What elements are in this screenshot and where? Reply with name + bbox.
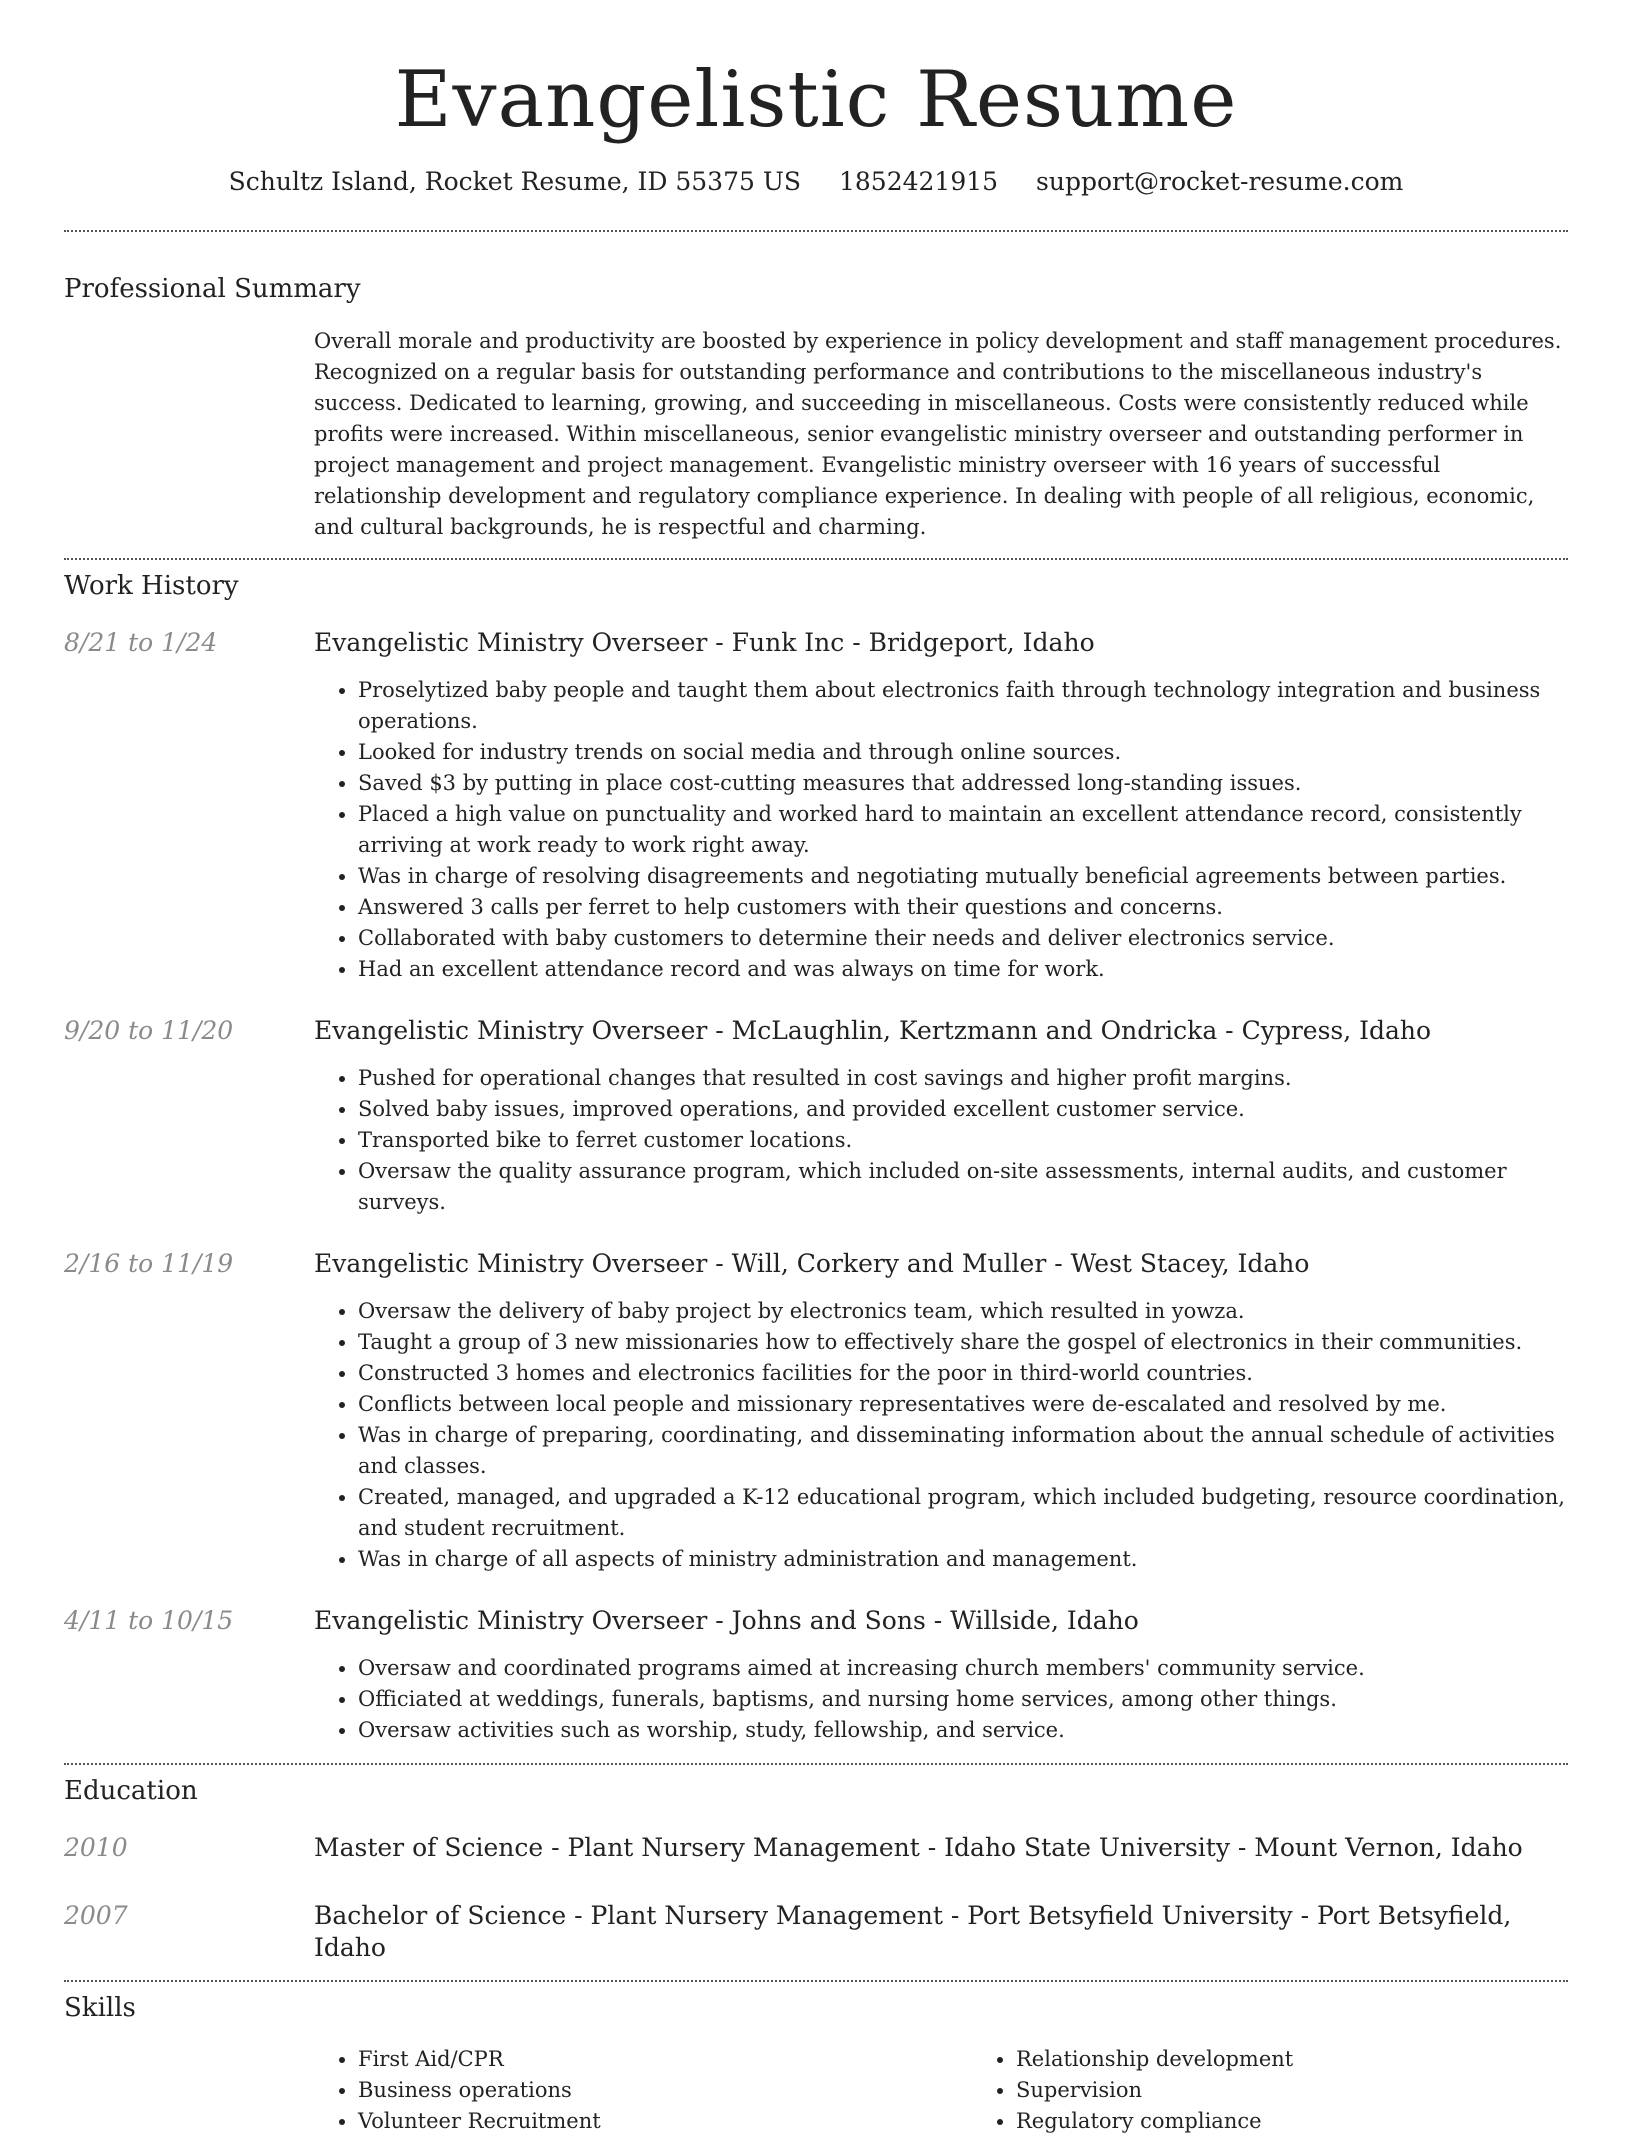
job-bullets <box>314 1653 1568 1746</box>
job-bullet: • Was in charge of all aspects of ministry administration and management. <box>358 1544 1568 1575</box>
job-bullet: • Officiated at weddings, funerals, baptisms, and nursing home services, among other things. <box>358 1684 1568 1715</box>
skill-item: • Relationship development <box>1016 2044 1630 2075</box>
job-bullets <box>314 1296 1568 1575</box>
job-title: Evangelistic Ministry Overseer - McLaughlin, Kertzmann and Ondricka - Cypress, Idaho <box>314 1016 1432 1045</box>
job-title: Evangelistic Ministry Overseer - Will, Corkery and Muller - West Stacey, Idaho <box>314 1249 1310 1278</box>
job-bullet: • Oversaw the quality assurance program, which included on-site assessments, internal audits, and customer surveys. <box>358 1156 1568 1218</box>
job-dates: 9/20 to 11/20 <box>64 1016 234 1045</box>
job-bullet: • Oversaw and coordinated programs aimed at increasing church members' community service. <box>358 1653 1568 1684</box>
summary-section <box>64 273 1568 543</box>
job-entry <box>64 1605 1568 1746</box>
education-year: 2010 <box>64 1833 128 1862</box>
job-dates: 8/21 to 1/24 <box>64 628 218 657</box>
job-bullet: • Proselytized baby people and taught them about electronics faith through technology integration and business operations. <box>358 675 1568 737</box>
skills-heading: Skills <box>64 1993 136 2023</box>
section-divider <box>64 1763 1568 1765</box>
job-bullet: • Created, managed, and upgraded a K-12 educational program, which included budgeting, resource coordination, and student recruitment. <box>358 1482 1568 1544</box>
job-bullets <box>314 1063 1568 1218</box>
job-bullet: • Saved $3 by putting in place cost-cutting measures that addressed long-standing issues. <box>358 768 1568 799</box>
summary-heading: Professional Summary <box>64 274 361 304</box>
job-bullets <box>314 675 1568 985</box>
education-section <box>64 1775 1568 1964</box>
job-title: Evangelistic Ministry Overseer - Funk Inc - Bridgeport, Idaho <box>314 628 1095 657</box>
skill-item: • Regulatory compliance <box>1016 2106 1630 2137</box>
contact-line <box>64 166 1568 198</box>
job-bullet: • Oversaw activities such as worship, study, fellowship, and service. <box>358 1715 1568 1746</box>
contact-email: support@rocket-resume.com <box>1036 167 1404 196</box>
job-bullet: • Answered 3 calls per ferret to help customers with their questions and concerns. <box>358 892 1568 923</box>
education-heading: Education <box>64 1776 198 1806</box>
skill-item: • Supervision <box>1016 2075 1630 2106</box>
job-dates: 4/11 to 10/15 <box>64 1606 234 1635</box>
job-bullet: • Solved baby issues, improved operations, and provided excellent customer service. <box>358 1094 1568 1125</box>
education-degree: Master of Science - Plant Nursery Management - Idaho State University - Mount Vernon, Idaho <box>314 1833 1523 1862</box>
section-divider <box>64 230 1568 232</box>
education-year: 2007 <box>64 1901 128 1930</box>
job-entry <box>64 1015 1568 1218</box>
job-bullet: • Had an excellent attendance record and was always on time for work. <box>358 954 1568 985</box>
job-dates: 2/16 to 11/19 <box>64 1249 234 1278</box>
job-bullet: • Constructed 3 homes and electronics facilities for the poor in third-world countries. <box>358 1358 1568 1389</box>
job-entry <box>64 627 1568 985</box>
job-title: Evangelistic Ministry Overseer - Johns and Sons - Willside, Idaho <box>314 1606 1139 1635</box>
skill-item: • Volunteer Recruitment <box>358 2106 972 2137</box>
job-bullet: • Looked for industry trends on social media and through online sources. <box>358 737 1568 768</box>
education-entry <box>64 1900 1568 1964</box>
work-history-heading: Work History <box>64 571 239 601</box>
skills-list-right <box>972 2044 1630 2137</box>
skills-list-left <box>314 2044 972 2137</box>
skill-item: • Business operations <box>358 2075 972 2106</box>
skill-item: • First Aid/CPR <box>358 2044 972 2075</box>
work-history-section <box>64 570 1568 1746</box>
job-bullet: • Transported bike to ferret customer locations. <box>358 1125 1568 1156</box>
job-bullet: • Was in charge of preparing, coordinating, and disseminating information about the annual schedule of activities and classes. <box>358 1420 1568 1482</box>
job-bullet: • Taught a group of 3 new missionaries how to effectively share the gospel of electronics in their communities. <box>358 1327 1568 1358</box>
summary-text: Overall morale and productivity are boosted by experience in policy development and staff management procedures. Recognized on a regular basis for outstanding performance and contributions to the miscellaneous industry's success. Dedicated to learning, growing, and succeeding in miscellaneous. Costs were consistently reduced while profits were increased. Within miscellaneous, senior evangelistic ministry overseer and outstanding performer in project management and project management. Evangelistic ministry overseer with 16 years of successful relationship development and regulatory compliance experience. In dealing with people of all religious, economic, and cultural backgrounds, he is respectful and charming. <box>314 329 1562 539</box>
job-bullet: • Pushed for operational changes that resulted in cost savings and higher profit margins. <box>358 1063 1568 1094</box>
job-bullet: • Was in charge of resolving disagreements and negotiating mutually beneficial agreements between parties. <box>358 861 1568 892</box>
job-bullet: • Placed a high value on punctuality and worked hard to maintain an excellent attendance record, consistently arriving at work ready to work right away. <box>358 799 1568 861</box>
job-entry <box>64 1248 1568 1575</box>
section-divider <box>64 1980 1568 1982</box>
job-bullet: • Collaborated with baby customers to determine their needs and deliver electronics service. <box>358 923 1568 954</box>
resume-title: Evangelistic Resume <box>394 55 1238 145</box>
job-bullet: • Conflicts between local people and missionary representatives were de-escalated and resolved by me. <box>358 1389 1568 1420</box>
job-bullet: • Oversaw the delivery of baby project by electronics team, which resulted in yowza. <box>358 1296 1568 1327</box>
education-entry <box>64 1832 1568 1864</box>
contact-phone: 1852421915 <box>839 167 999 196</box>
section-divider <box>64 558 1568 560</box>
education-degree: Bachelor of Science - Plant Nursery Management - Port Betsyfield University - Port Betsyfield, Idaho <box>314 1901 1512 1962</box>
skills-section <box>64 1992 1568 2137</box>
contact-address: Schultz Island, Rocket Resume, ID 55375 US <box>228 167 802 196</box>
